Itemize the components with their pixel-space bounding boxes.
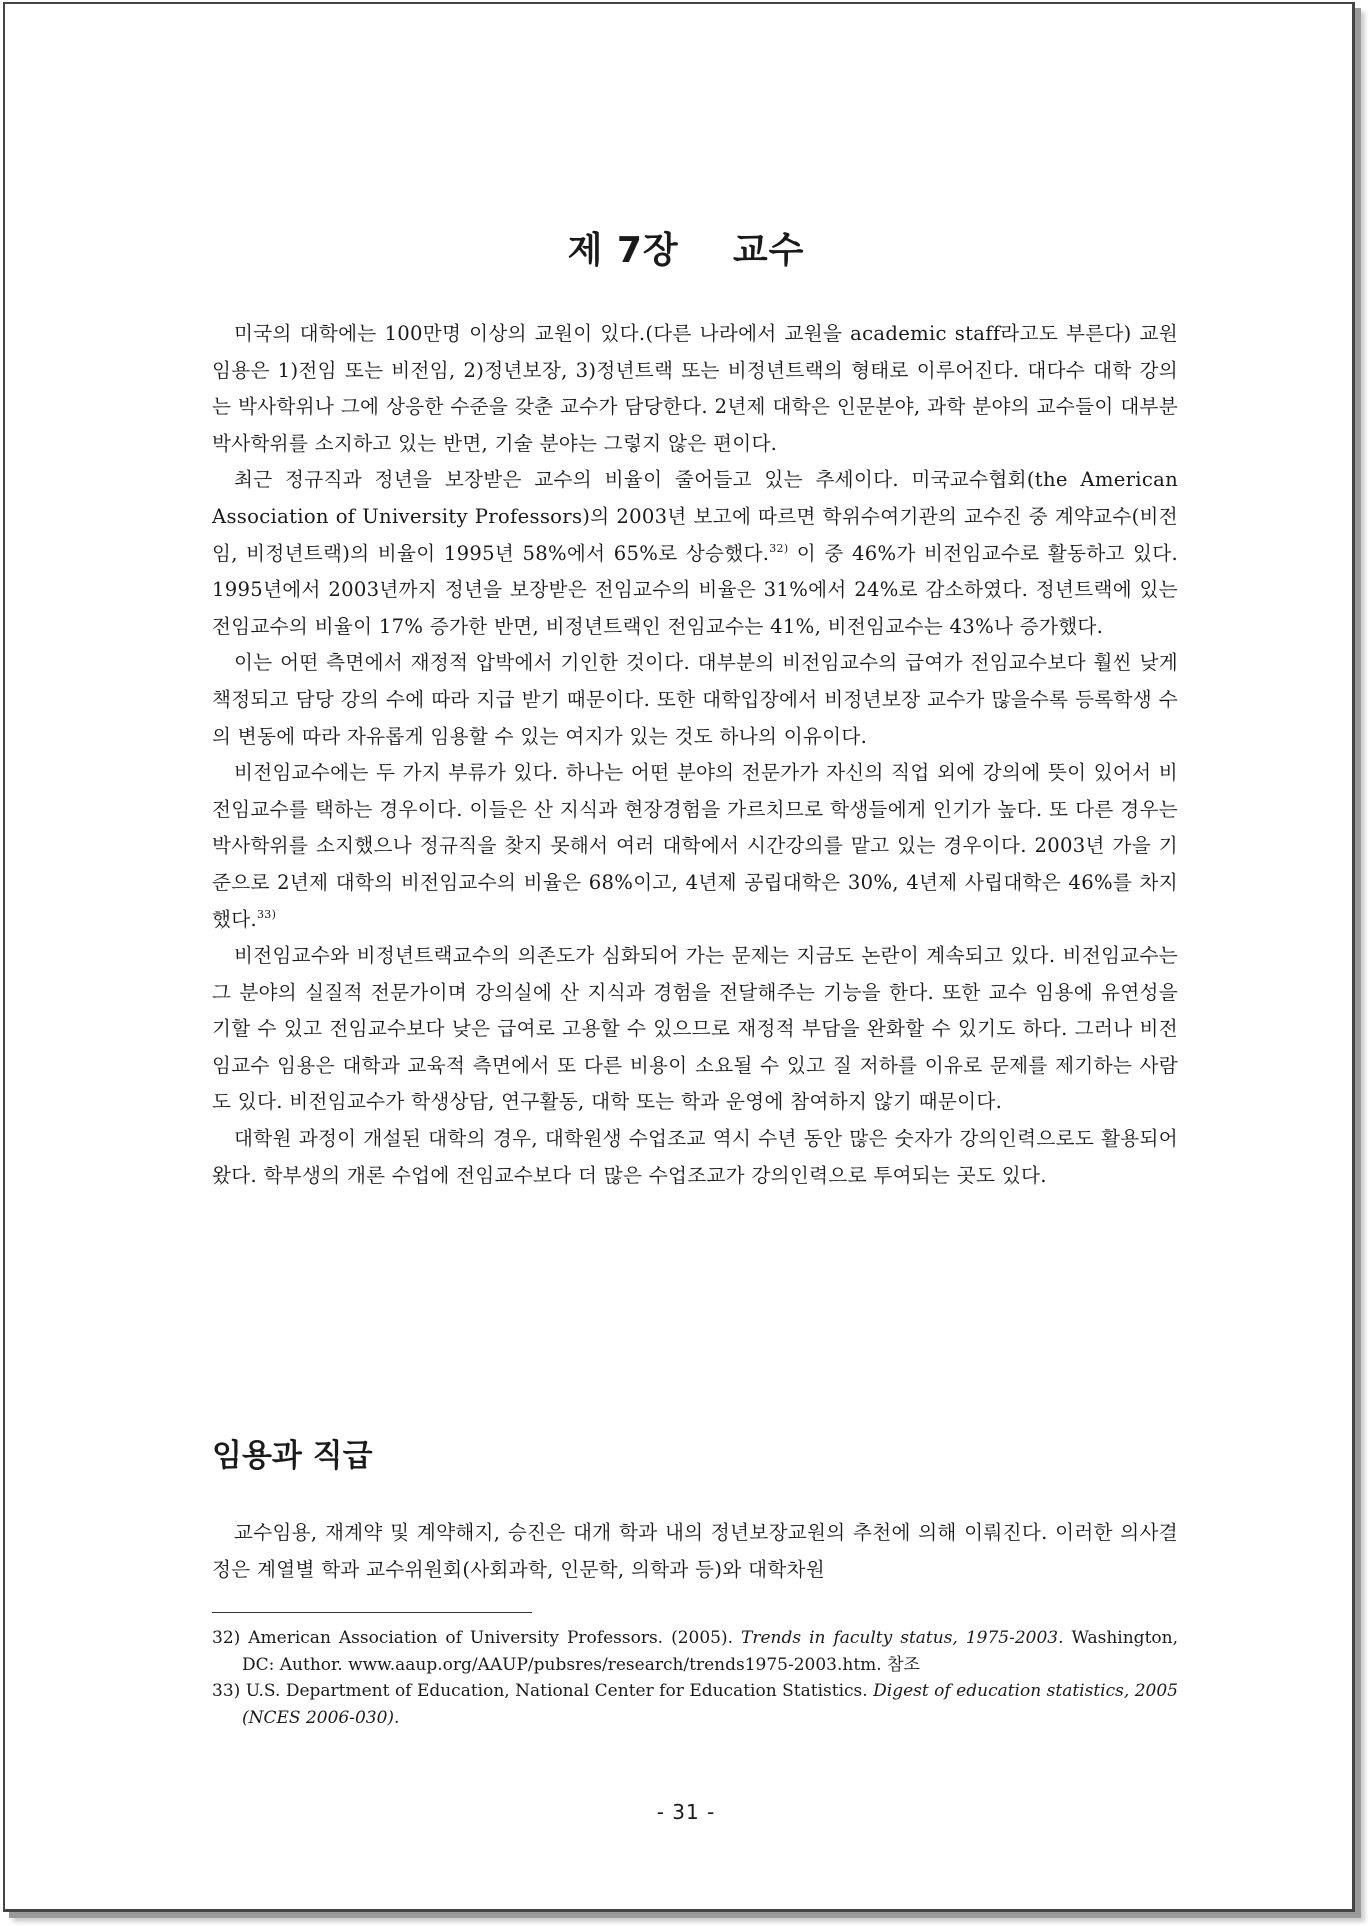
footnote-divider	[212, 1612, 532, 1613]
footnote-title: Trends in faculty status, 1975-2003.	[741, 1628, 1064, 1648]
footnote-number: 32)	[212, 1628, 241, 1648]
chapter-title: 제 7장 교수	[567, 230, 805, 271]
paragraph-4	[212, 755, 1178, 938]
section-body	[212, 1515, 1178, 1588]
section-heading: 임용과 직급	[212, 1438, 373, 1474]
paragraph-4-text-a: 비전임교수에는 두 가지 부류가 있다. 하나는 어떤 분야의 전문가가 자신의 직업 외에 강의에 뜻이 있어서 비전임교수를 택하는 경우이다. 이들은 산 지식과 현장경험을 가르치므로 학생들에게 인기가 높다. 또 다른 경우는 박사학위를 소지했으나 정규직을 찾지 못해서 여러 대학에서 시간강의를 맡고 있는 경우이다. 2003년 가을 기준으로 2년제 대학의 비전임교수의 비율은 68%이고, 4년제 공립대학은 30%, 4년제 사립대학은 46%를 차지했다.	[212, 761, 1178, 931]
page-number: - 31 -	[656, 1800, 716, 1824]
footnote-title: Digest of education statistics, 2005 (NCES 2006-030).	[242, 1681, 1178, 1728]
footnote-text: American Association of University Professors. (2005).	[248, 1628, 742, 1648]
footnote-ref-33[interactable]: 33)	[256, 907, 277, 921]
paragraph-1: 미국의 대학에는 100만명 이상의 교원이 있다.(다른 나라에서 교원을 academic staff라고도 부른다) 교원임용은 1)전임 또는 비전임, 2)정년보장, 3)정년트랙 또는 비정년트랙의 형태로 이루어진다. 대다수 대학 강의는 박사학위나 그에 상응한 수준을 갖춘 교수가 담당한다. 2년제 대학은 인문분야, 과학 분야의 교수들이 대부분 박사학위를 소지하고 있는 반면, 기술 분야는 그렇지 않은 편이다.	[212, 322, 1178, 455]
footnote-ref-32[interactable]: 32)	[769, 541, 789, 555]
footnote-32	[212, 1625, 1178, 1678]
paragraph-2-text-a: 최근 정규직과 정년을 보장받은 교수의 비율이 줄어들고 있는 추세이다. 미국교수협회(the American Association of University Professors)의 2003년 보고에 따르면 학위수여기관의 교수진 중 계약교수(비전임, 비정년트랙)의 비율이 1995년 58%에서 65%로 상승했다.	[212, 468, 1178, 565]
paragraph-2	[212, 462, 1178, 645]
section-paragraph: 교수임용, 재계약 및 계약해지, 승진은 대개 학과 내의 정년보장교원의 추천에 의해 이뤄진다. 이러한 의사결정은 계열별 학과 교수위원회(사회과학, 인문학, 의학과 등)와 대학차원	[212, 1521, 1178, 1581]
footnote-text: U.S. Department of Education, National Center for Education Statistics.	[245, 1681, 874, 1701]
footnote-33	[212, 1678, 1178, 1731]
footnote-text-after: Washington, DC: Author. www.aaup.org/AAUP/pubsres/research/trends1975-2003.htm. 참조	[242, 1628, 1178, 1675]
chapter-body	[212, 316, 1178, 1194]
paragraph-2-text-b: 이 중 46%가 비전임교수로 활동하고 있다. 1995년에서 2003년까지 정년을 보장받은 전임교수의 비율은 31%에서 24%로 감소하였다. 정년트랙에 있는 전임교수의 비율이 17% 증가한 반면, 비정년트랙인 전임교수는 41%, 비전임교수는 43%나 증가했다.	[212, 541, 1178, 638]
footnote-number: 33)	[212, 1681, 241, 1701]
paragraph-3: 이는 어떤 측면에서 재정적 압박에서 기인한 것이다. 대부분의 비전임교수의 급여가 전임교수보다 훨씬 낮게 책정되고 담당 강의 수에 따라 지급 받기 때문이다. 또한 대학입장에서 비정년보장 교수가 많을수록 등록학생 수의 변동에 따라 자유롭게 임용할 수 있는 여지가 있는 것도 하나의 이유이다.	[212, 651, 1178, 748]
footnotes	[212, 1625, 1178, 1731]
paragraph-6: 대학원 과정이 개설된 대학의 경우, 대학원생 수업조교 역시 수년 동안 많은 숫자가 강의인력으로도 활용되어 왔다. 학부생의 개론 수업에 전임교수보다 더 많은 수업조교가 강의인력으로 투여되는 곳도 있다.	[212, 1127, 1178, 1187]
paragraph-5: 비전임교수와 비정년트랙교수의 의존도가 심화되어 가는 문제는 지금도 논란이 계속되고 있다. 비전임교수는 그 분야의 실질적 전문가이며 강의실에 산 지식과 경험을 전달해주는 기능을 한다. 또한 교수 임용에 유연성을 기할 수 있고 전임교수보다 낮은 급여로 고용할 수 있으므로 재정적 부담을 완화할 수 있기도 하다. 그러나 비전임교수 임용은 대학과 교육적 측면에서 또 다른 비용이 소요될 수 있고 질 저하를 이유로 문제를 제기하는 사람도 있다. 비전임교수가 학생상담, 연구활동, 대학 또는 학과 운영에 참여하지 않기 때문이다.	[212, 944, 1178, 1114]
